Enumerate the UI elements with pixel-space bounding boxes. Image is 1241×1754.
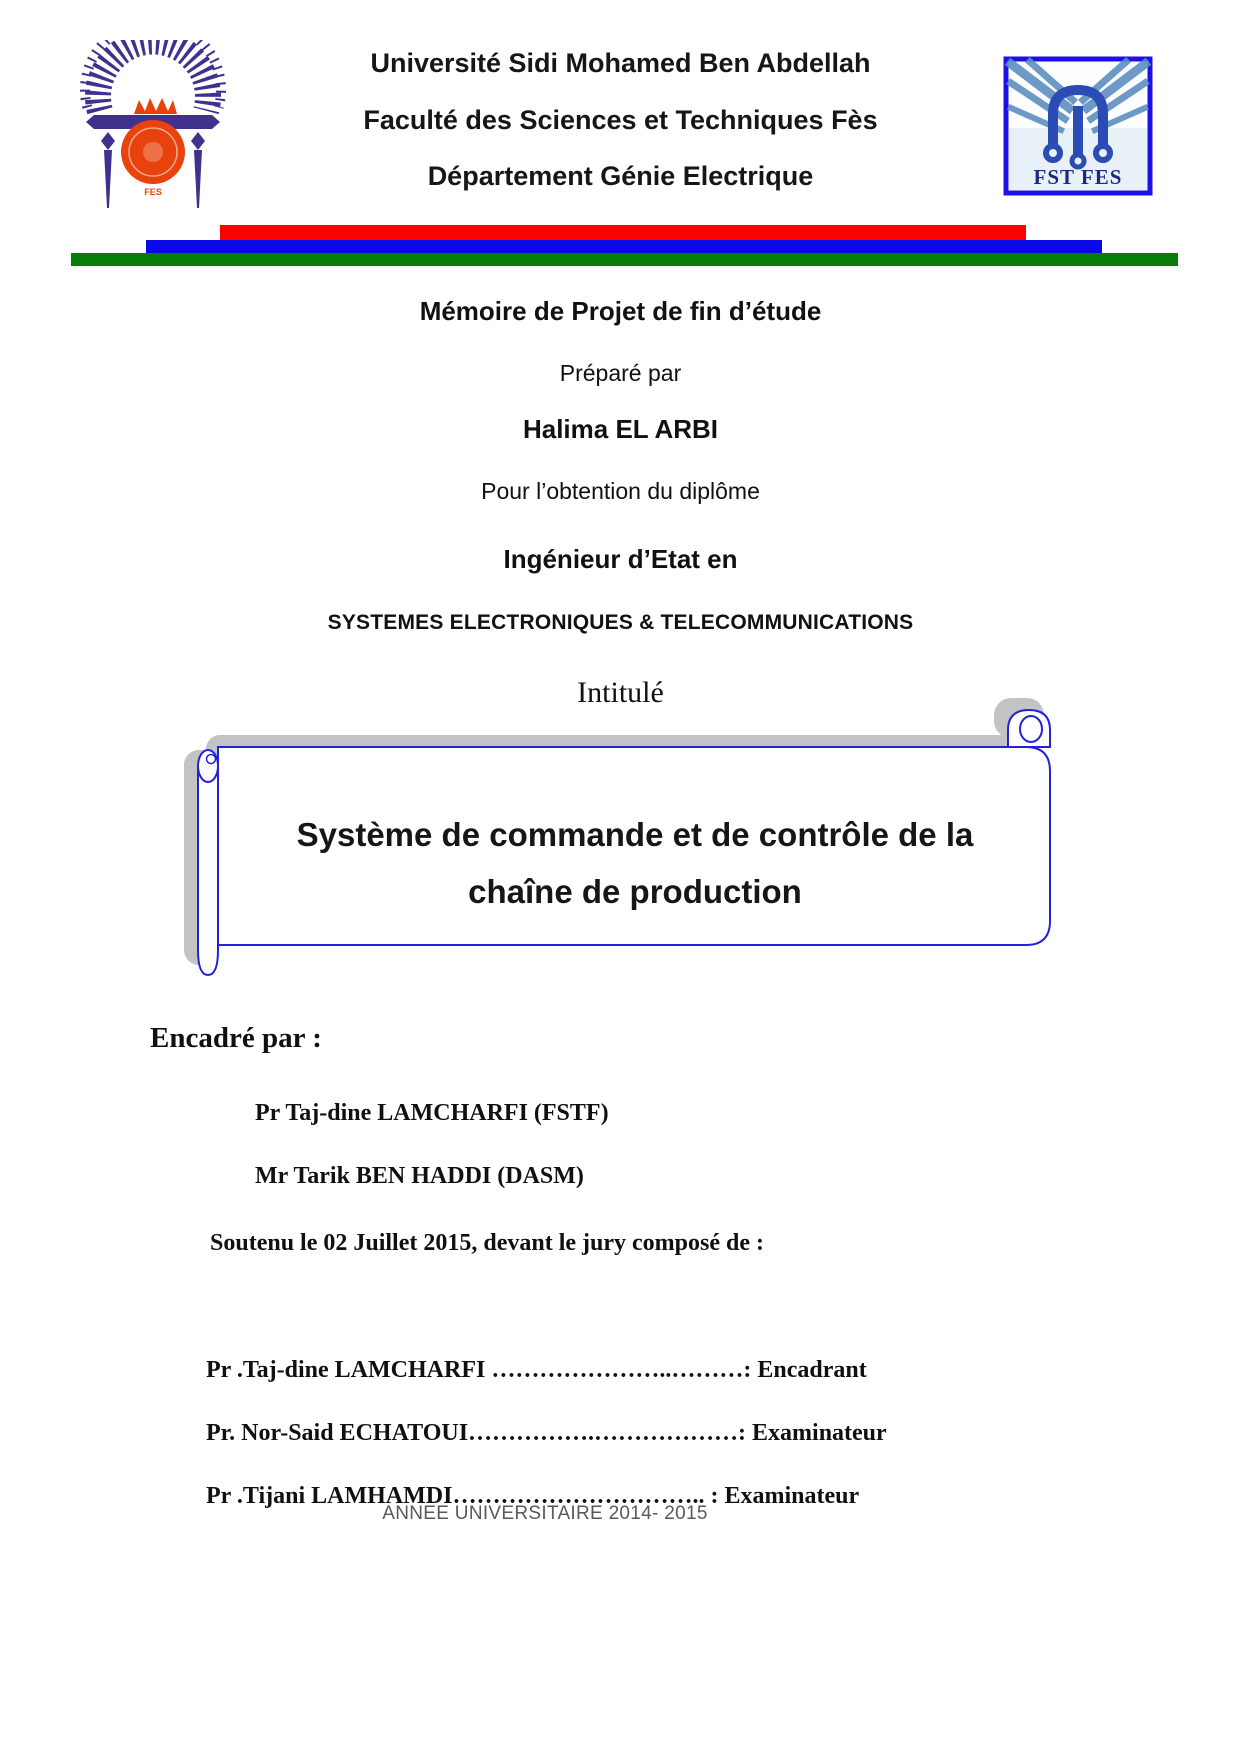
jury-item: Pr. Nor-Said ECHATOUI…………….………………: Examinateur: [206, 1420, 887, 1446]
specialty-line: SYSTEMES ELECTRONIQUES & TELECOMMUNICATIONS: [327, 611, 914, 634]
prepared-by-label: Préparé par: [559, 360, 682, 386]
fst-fes-caption: FST FES: [1033, 165, 1123, 189]
intitule-label: Intitulé: [577, 676, 664, 709]
university-name: Université Sidi Mohamed Ben Abdellah: [370, 48, 871, 78]
defense-statement: Soutenu le 02 Juillet 2015, devant le jury composé de :: [210, 1230, 764, 1256]
supervisor-item: Mr Tarik BEN HADDI (DASM): [255, 1163, 584, 1189]
blue-divider-bar: [146, 240, 1102, 254]
supervisor-item: Pr Taj-dine LAMCHARFI (FSTF): [255, 1100, 609, 1126]
seal-caption: FES: [144, 187, 162, 197]
department-name: Département Génie Electrique: [427, 161, 814, 191]
red-divider-bar: [220, 225, 1026, 241]
fst-fes-icon: [1003, 56, 1153, 196]
jury-item: Pr .Tijani LAMHAMDI………………………….. : Examinateur: [206, 1483, 860, 1509]
green-divider-bar: [71, 253, 1178, 266]
supervision-heading: Encadré par :: [150, 1022, 322, 1054]
memoire-title: Mémoire de Projet de fin d’étude: [419, 296, 822, 326]
academic-year-footer: ANNEE UNIVERSITAIRE 2014- 2015: [382, 1503, 708, 1524]
fst-fes-logo: [1003, 56, 1153, 196]
project-title-line2: chaîne de production: [468, 873, 802, 910]
degree-line: Ingénieur d’Etat en: [503, 544, 738, 574]
diploma-label: Pour l’obtention du diplôme: [481, 478, 760, 504]
project-title-line1: Système de commande et de contrôle de la: [296, 816, 974, 853]
project-title: [250, 806, 1020, 920]
jury-item: Pr .Taj-dine LAMCHARFI …………………..………: Encadrant: [206, 1357, 867, 1383]
faculty-name: Faculté des Sciences et Techniques Fès: [363, 105, 878, 135]
author-name: Halima EL ARBI: [522, 414, 719, 444]
